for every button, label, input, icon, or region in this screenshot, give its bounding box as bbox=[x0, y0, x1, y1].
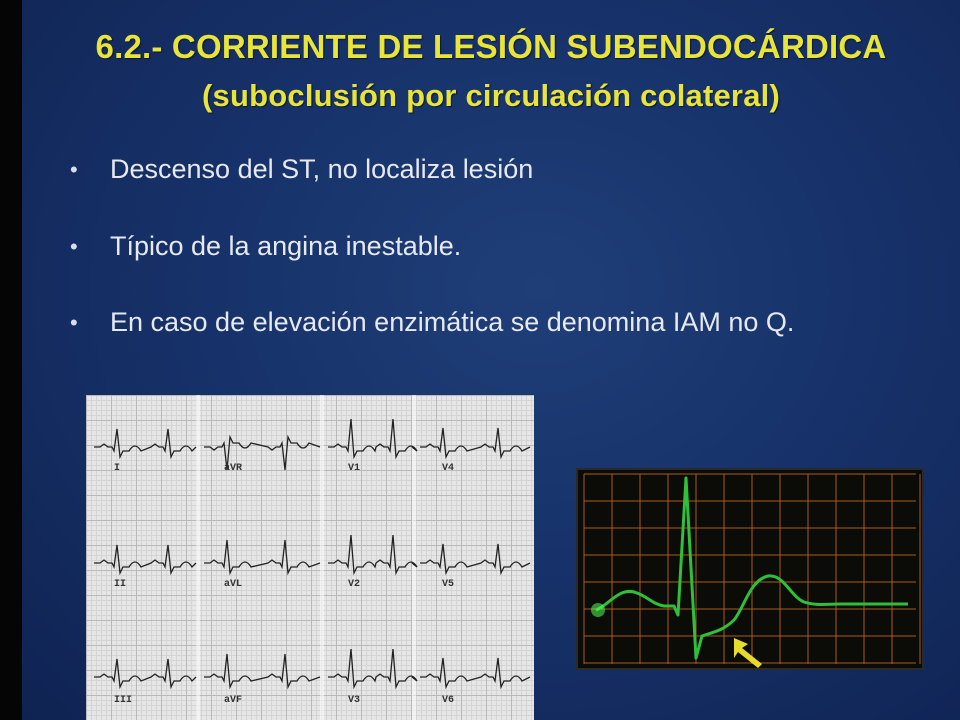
ecg-lead-trace bbox=[420, 544, 530, 573]
bullet-item-3 bbox=[70, 307, 794, 338]
slide bbox=[22, 0, 960, 720]
ecg-monitor-closeup bbox=[578, 470, 922, 668]
ecg-lead-trace bbox=[328, 535, 417, 573]
ecg-lead-trace bbox=[204, 437, 320, 470]
ecg-traces bbox=[86, 395, 534, 720]
ecg-12-lead-image bbox=[86, 395, 534, 720]
ecg-lead-trace bbox=[420, 428, 530, 457]
ecg-lead-trace bbox=[328, 649, 417, 687]
ecg-lead-trace bbox=[94, 659, 196, 687]
bullet-item-2 bbox=[70, 231, 461, 262]
ecg-lead-trace bbox=[94, 429, 196, 457]
slide-title-line2: (suboclusión por circulación colateral) bbox=[202, 78, 780, 113]
monitor-trace-svg bbox=[578, 470, 922, 668]
monitor-trace-start-glow bbox=[591, 603, 605, 617]
lead-label-III: III bbox=[114, 695, 133, 706]
ecg-lead-trace bbox=[94, 545, 196, 573]
ecg-lead-trace bbox=[204, 540, 320, 573]
ecg-lead-trace bbox=[420, 658, 530, 687]
left-black-border bbox=[0, 0, 22, 720]
ecg-lead-trace bbox=[328, 419, 417, 457]
lead-label-aVL: aVL bbox=[224, 579, 243, 590]
lead-label-I: I bbox=[114, 463, 121, 474]
lead-label-aVR: aVR bbox=[224, 463, 243, 474]
bullet-item-1 bbox=[70, 154, 533, 185]
lead-label-V4: V4 bbox=[442, 463, 455, 474]
lead-label-V2: V2 bbox=[348, 579, 361, 590]
lead-label-aVF: aVF bbox=[224, 695, 243, 706]
lead-label-V3: V3 bbox=[348, 695, 361, 706]
bullet-dot: • bbox=[70, 233, 78, 259]
lead-label-V1: V1 bbox=[348, 463, 361, 474]
slide-title-line1: 6.2.- CORRIENTE DE LESIÓN SUBENDOCÁRDICA bbox=[95, 28, 887, 65]
lead-label-II: II bbox=[114, 579, 127, 590]
bullet-dot: • bbox=[70, 309, 78, 335]
bullet-text-1: Descenso del ST, no localiza lesión bbox=[110, 154, 534, 184]
ecg-lead-trace bbox=[204, 654, 320, 687]
bullet-dot: • bbox=[70, 156, 78, 182]
bullet-text-2: Típico de la angina inestable. bbox=[110, 231, 462, 261]
lead-label-V5: V5 bbox=[442, 579, 455, 590]
bullet-text-3: En caso de elevación enzimática se denomina IAM no Q. bbox=[110, 307, 795, 337]
lead-label-V6: V6 bbox=[442, 695, 455, 706]
